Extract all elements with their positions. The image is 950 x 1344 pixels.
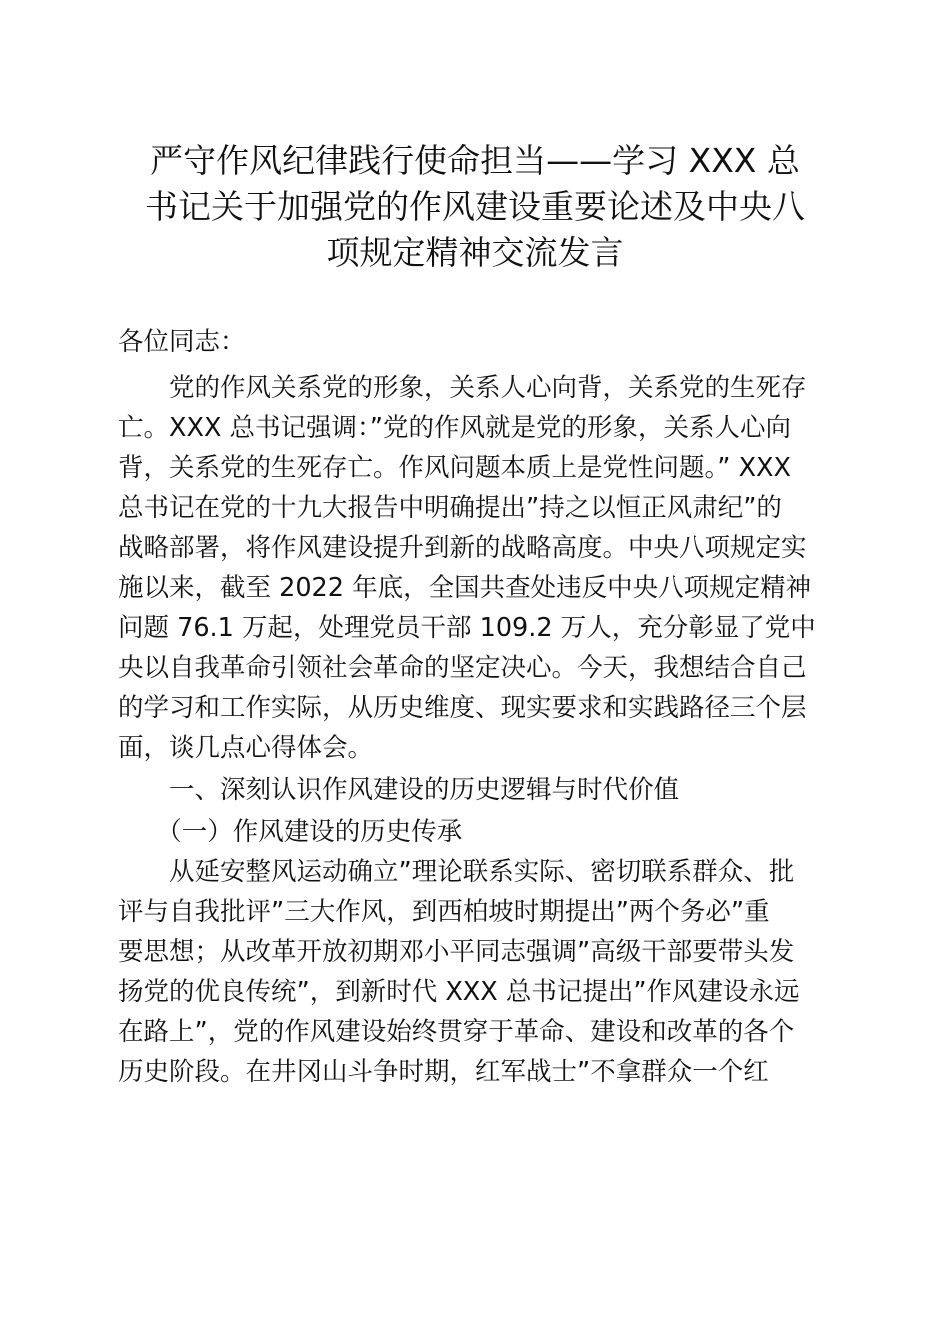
paragraph-line: 战略部署，将作风建设提升到新的战略高度。中央八项规定实 <box>118 533 807 563</box>
paragraph-line: 亡。XXX 总书记强调：”党的作风就是党的形象，关系人心向 <box>118 413 791 443</box>
paragraph-line: 总书记在党的十九大报告中明确提出”持之以恒正风肃纪”的 <box>118 493 782 523</box>
subsection-heading-1-1: （一）作风建设的历史传承 <box>118 817 463 847</box>
title-line-1: 严守作风纪律践行使命担当——学习 XXX 总 <box>150 141 800 180</box>
title-line-3: 项规定精神交流发言 <box>326 233 624 272</box>
paragraph-line: 问题 76.1 万起，处理党员干部 109.2 万人，充分彰显了党中 <box>118 613 816 643</box>
paragraph-line: 的学习和工作实际，从历史维度、现实要求和实践路径三个层 <box>118 693 807 723</box>
paragraph-history <box>118 852 828 1092</box>
paragraph-line: 党的作风关系党的形象，关系人心向背，关系党的生死存 <box>118 373 807 403</box>
paragraph-line: 央以自我革命引领社会革命的坚定决心。今天，我想结合自己 <box>118 653 807 683</box>
section-heading-1: 一、深刻认识作风建设的历史逻辑与时代价值 <box>118 775 680 805</box>
paragraph-intro <box>118 368 828 768</box>
paragraph-line: 施以来，截至 2022 年底，全国共查处违反中央八项规定精神 <box>118 573 812 603</box>
paragraph-line: 面，谈几点心得体会。 <box>118 733 374 763</box>
paragraph-line: 要思想；从改革开放初期邓小平同志强调”高级干部要带头发 <box>118 937 795 967</box>
paragraph-line: 在路上”，党的作风建设始终贯穿于革命、建设和改革的各个 <box>118 1017 795 1047</box>
paragraph-line: 扬党的优良传统”，到新时代 XXX 总书记提出”作风建设永远 <box>118 977 800 1007</box>
title-line-2: 书记关于加强党的作风建设重要论述及中央八 <box>145 187 805 226</box>
document-title <box>110 138 840 276</box>
document-body <box>118 322 828 1092</box>
paragraph-line: 背，关系党的生死存亡。作风问题本质上是党性问题。” XXX <box>118 453 791 483</box>
paragraph-line: 从延安整风运动确立”理论联系实际、密切联系群众、批 <box>118 857 795 887</box>
salutation: 各位同志： <box>118 327 246 357</box>
paragraph-line: 历史阶段。在井冈山斗争时期，红军战士”不拿群众一个红 <box>118 1057 769 1087</box>
paragraph-line: 评与自我批评”三大作风，到西柏坡时期提出”两个务必”重 <box>118 897 770 927</box>
